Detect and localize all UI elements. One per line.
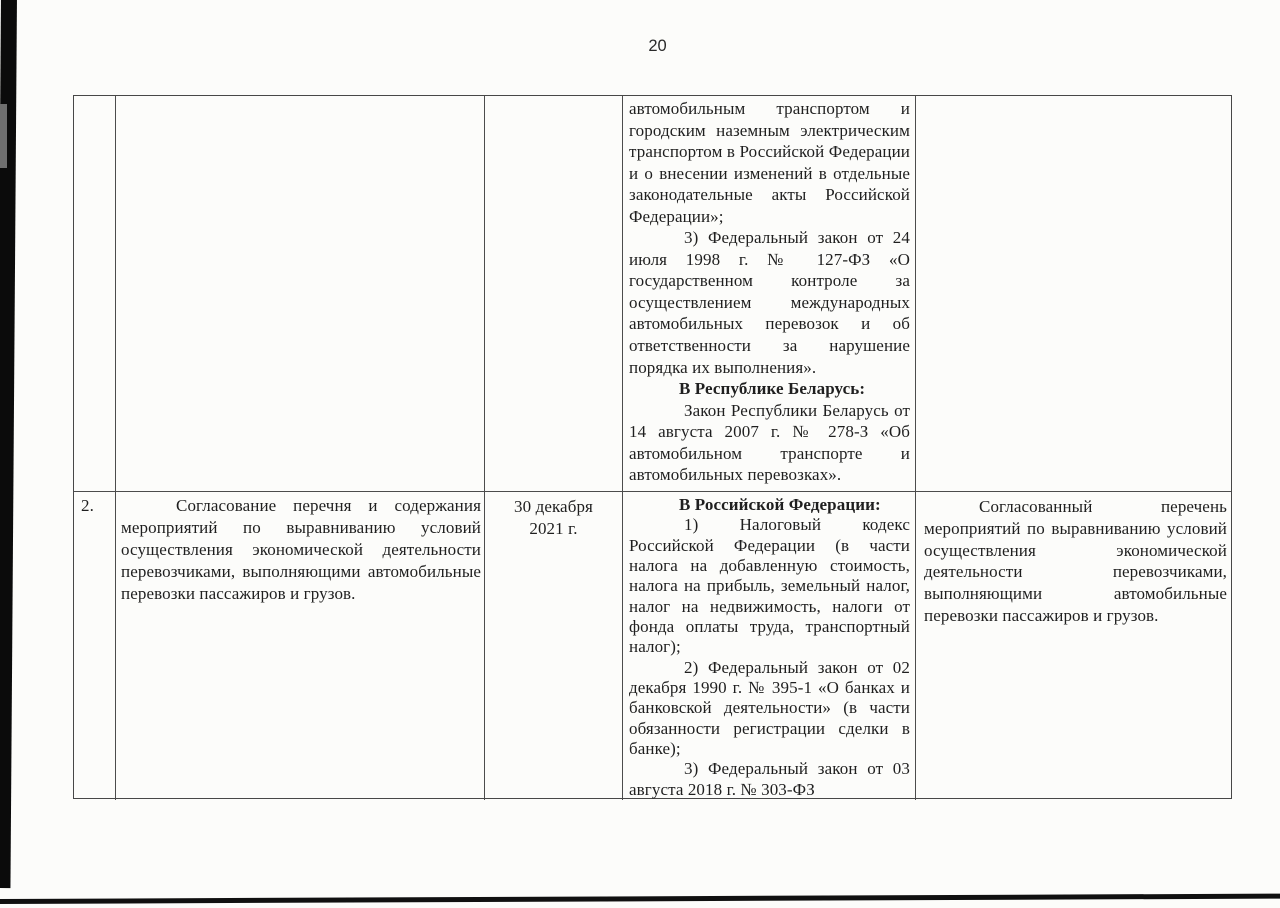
legal-paragraph-item3-rf: 3) Федеральный закон от 24 июля 1998 г. № 127-ФЗ «О государственном контроле за осуществлением международных автомобильных перевозок и об ответственности за нарушение порядка их выполнения».: [629, 228, 910, 377]
legal-paragraph-item3-law-303: 3) Федеральный закон от 03 августа 2018 г. № 303-ФЗ: [629, 759, 910, 799]
date-line-1: 30 декабря: [514, 497, 593, 516]
table-cell-row2-legal-basis: [623, 492, 916, 800]
table-cell-row1-result: [916, 96, 1231, 492]
legal-header-belarus: В Республике Беларусь:: [679, 379, 866, 399]
legal-paragraph-item2-banks-law: 2) Федеральный закон от 02 декабря 1990 г. № 395-1 «О банках и банковской деятельности» (в части обязанности регистрации сделки в банке);: [629, 657, 910, 759]
table-cell-row1-legal-basis: [623, 96, 916, 492]
scan-artifact-bottom-edge: [0, 894, 1280, 904]
activity-paragraph: Согласование перечня и содержания мероприятий по выравниванию условий осуществления экономической деятельности перевозчиками, выполняющими автомобильные перевозки пассажиров и грузов.: [121, 496, 481, 603]
table-cell-row1-number: [74, 96, 116, 492]
page-number: 20: [648, 37, 667, 55]
legal-header-russia: В Российской Федерации:: [679, 495, 881, 514]
row-number: 2.: [81, 496, 94, 515]
table-cell-row1-date: [485, 96, 623, 492]
legal-paragraph-belarus-law: Закон Республики Беларусь от 14 августа 2007 г. № 278-З «Об автомобильном транспорте и автомобильных перевозках».: [629, 400, 910, 485]
legal-paragraph-continuation: автомобильным транспортом и городским наземным электрическим транспортом в Российской Федерации и о внесении изменений в отдельные законодательные акты Российской Федерации»;: [629, 99, 910, 226]
table-cell-row2-result: [916, 492, 1231, 800]
scan-artifact-left-gray-patch: [0, 104, 7, 168]
table-cell-row2-activity: [116, 492, 485, 800]
table-cell-row2-date: [485, 492, 623, 800]
table-cell-row2-number: [74, 492, 116, 800]
result-paragraph: Согласованный перечень мероприятий по выравниванию условий осуществления экономической деятельности перевозчиками, выполняющими автомобильные перевозки пассажиров и грузов.: [924, 497, 1227, 625]
measures-plan-table: [73, 95, 1232, 799]
date-line-2: 2021 г.: [529, 519, 578, 538]
table-cell-row1-activity: [116, 96, 485, 492]
legal-paragraph-item1-tax-code: 1) Налоговый кодекс Российской Федерации (в части налога на добавленную стоимость, налога на прибыль, земельный налог, налог на недвижимость, налоги от фонда оплаты труда, транспортный налог);: [629, 515, 910, 657]
